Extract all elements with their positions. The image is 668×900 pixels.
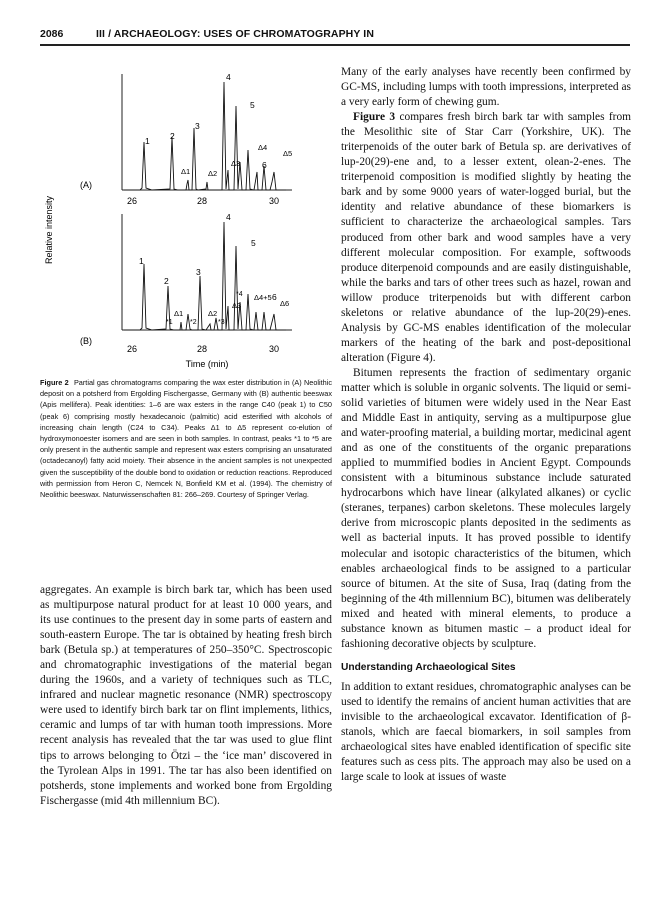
panel-b-tick-28: 28 xyxy=(197,344,208,354)
peak-b-3: 3 xyxy=(196,267,201,277)
figure-caption xyxy=(40,377,332,500)
peak-a-1: 1 xyxy=(145,136,150,146)
panel-a-axis xyxy=(122,74,292,190)
peak-b-1: 1 xyxy=(139,256,144,266)
peak-b-delta1: Δ1 xyxy=(174,309,184,318)
panel-a-tick-28: 28 xyxy=(197,196,208,206)
section-heading: Understanding Archaeological Sites xyxy=(341,661,516,673)
chromatogram-figure xyxy=(40,62,336,382)
peak-b-delta4-5: Δ4+5 xyxy=(254,293,272,302)
left-paragraph-1: aggregates. An example is birch bark tar, which has been used as multipurpose natural product for at least 10 000 years, and its use continues to the present day in some parts of eastern and south-eastern Europe. The tar is obtained by heating fresh birch bark (Betula sp.) at temperatures of 250–350°C. Spectroscopic and chromatographic investigations of the material began during the 1960s, and a variety of techniques such as TLC, infrared and nuclear magnetic resonance (NMR) spectroscopy were used to identify birch bark tar on flint implements, lithics, ceramic and lumps of tar with human tooth impressions. More recent analysis has revealed that the tar was used to glue flint tips to arrows belonging to Ötzi – the ‘ice man’ discovered in the Tyrolean Alps in 1991. The tar has also been identified on potsherds, stone implements and worked bone from Ergolding Fischergasse (mid 4th millennium BC). xyxy=(40,584,332,807)
peak-a-6: 6 xyxy=(262,160,267,170)
peak-b-star3: *3 xyxy=(218,319,225,326)
figure-3-ref[interactable]: Figure 3 xyxy=(353,111,396,124)
peak-a-delta4: Δ4 xyxy=(258,143,268,152)
peak-b-2: 2 xyxy=(164,276,169,286)
peak-a-delta5: Δ5 xyxy=(283,149,293,158)
peak-b-5: 5 xyxy=(251,238,256,248)
peak-a-delta1: Δ1 xyxy=(181,167,191,176)
peak-a-3: 3 xyxy=(195,121,200,131)
peak-b-delta3: Δ3 xyxy=(232,301,242,310)
peak-b-4: 4 xyxy=(226,212,231,222)
right-paragraph-2 xyxy=(341,110,631,366)
peak-a-delta2: Δ2 xyxy=(208,169,218,178)
header-rule xyxy=(40,44,630,46)
peak-a-delta3: Δ3 xyxy=(231,159,241,168)
caption-text: Partial gas chromatograms comparing the wax ester distribution in (A) Neolithic deposit on a potsherd from Ergolding Fischergasse, Germany with (B) authentic beeswax (Apis mellifera). Peak identities: 1–6 are wax esters in the range C40 (peak 1) to C50 (peak 6) comprising mostly hexadecanoic (palmitic) acid esterified with alcohols of increasing chain length (C24 to C34). Peaks Δ1 to Δ5 represent co-elution of hydroxymonoester isomers and are seen in both samples. In contrast, peaks *1 to *5 are only present in the authentic sample and represent wax esters comprising an unsaturated (octadecanoyl) fatty acid moiety. Their absence in the ancient samples is not unexpected given the susceptibility of the double bond to oxidation or reduction reactions. Reproduced with permission from Heron C, Nemcek N, Bonfield KM et al. (1994). The chemistry of Neolithic beeswax. Naturwissenschaften 81: 266–269. Courtesy of Springer Verlag. xyxy=(40,378,333,500)
y-axis-label: Relative intensity xyxy=(44,195,54,265)
peak-b-star1: *1 xyxy=(166,319,173,326)
panel-a-tick-26: 26 xyxy=(127,196,138,206)
panel-b-tick-30: 30 xyxy=(269,344,280,354)
page-number: 2086 xyxy=(40,28,64,40)
panel-b-trace xyxy=(124,222,286,330)
running-header xyxy=(40,26,630,42)
peak-b-6: 6 xyxy=(272,292,277,302)
panel-a-label: (A) xyxy=(80,180,92,190)
panel-b-label: (B) xyxy=(80,336,92,346)
peak-a-4: 4 xyxy=(226,72,231,82)
caption-label: Figure 2 xyxy=(40,378,69,387)
running-title: III / ARCHAEOLOGY: USES OF CHROMATOGRAPHY IN xyxy=(96,28,374,40)
right-paragraph-1: Many of the early analyses have recently been confirmed by GC-MS, including lumps with tooth impressions, interpreted as a very early form of chewing gum. xyxy=(341,66,631,109)
peak-b-delta6: Δ6 xyxy=(280,299,290,308)
peak-b-star4: *4 xyxy=(236,291,243,298)
right-column xyxy=(341,65,631,785)
panel-a-tick-30: 30 xyxy=(269,196,280,206)
peak-b-delta2: Δ2 xyxy=(208,309,218,318)
peak-a-2: 2 xyxy=(170,131,175,141)
left-column xyxy=(40,583,332,809)
panel-b-axis xyxy=(122,214,292,330)
right-paragraph-3: Bitumen represents the fraction of sedimentary organic matter which is soluble in organic solvents. The liquid or semi-solid varieties of bitumen were widely used in the Near East and Middle East in antiquity, serving as a multipurpose glue and water-proofing material, a building mortar, medicinal agent and as one of the constituents of the organic preparations applied to mummified bodies in Ancient Egypt. Compounds consistent with a bituminous substance include saturated hydrocarbons which have linear (alkylated alkanes) or cyclic (steranes, terpanes) carbon skeletons. These molecules largely derive from microscopic plants deposited in the sediments as well as bacterial inputs. It has proved possible to identify molecular and isotopic characteristics of the bitumen, which enables archaeological finds to be assigned to a particular source of bitumen. At the site of Susa, Iraq (dating from the beginning of the 4th millennium BC), bitumen was deliberately mixed and heated with mineral elements, to produce a substance known as bitumen mastic – a product ideal for fashioning decorative objects by sculpture. xyxy=(341,366,631,650)
right-paragraph-2-text: compares fresh birch bark tar with samples from the Mesolithic site of Star Carr (Yorkshire, UK). The triterpenoids of the outer bark of Betula sp. are derivatives of lup-20(29)-ene and, to a lesser extent, olean-2-enes. The triterpenoid composition is modified slightly by heating the bark and by some 9000 years of water-logged burial, but the identity and relative abundance of these biomarkers is sufficient to characterize the archaeological samples. Tars produced from other bark and wood samples have a very different molecular composition. For example, softwoods produce diterpenoid compounds and are easily distinguishable, while the barks and tars of other trees such as hazel, rowan and willow produce triterpenoids but with different carbon skeletons or relative abundance of the lup-20(29)-enes. Analysis by GC-MS enables identification of the molecular markers of the heating of the bark and post-depositional alteration (Figure 4). xyxy=(341,111,631,364)
peak-b-star2: *2 xyxy=(190,319,197,326)
peak-a-5: 5 xyxy=(250,100,255,110)
right-paragraph-4: In addition to extant residues, chromatographic analyses can be used to identify the remains of ancient human activities that are invisible to the archaeological excavator. Identification of β-stanols, which are faecal biomarkers, in soil samples from archaeological sites have enabled identification of specific site features such as cess pits. The approach may also be used on a large scale to look at issues of waste xyxy=(341,680,631,784)
panel-b-tick-26: 26 xyxy=(127,344,138,354)
x-axis-label: Time (min) xyxy=(185,359,229,369)
